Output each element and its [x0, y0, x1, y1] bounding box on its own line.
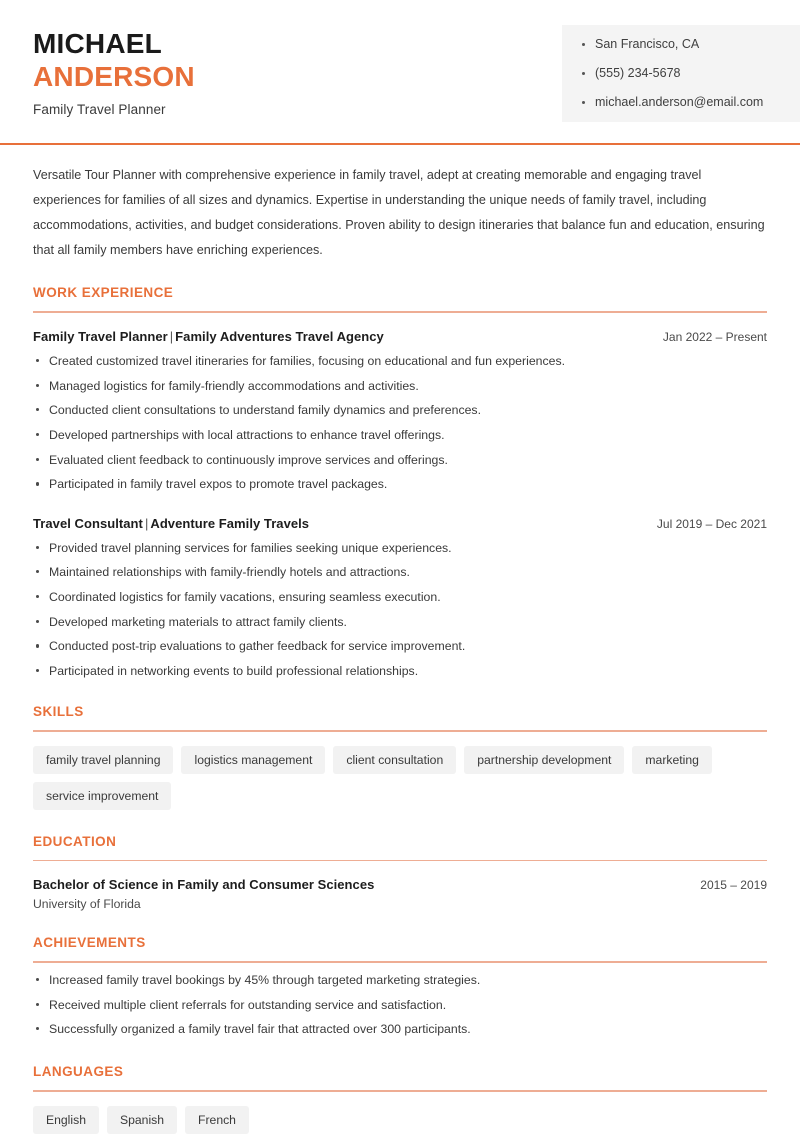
work-entry-header — [33, 329, 767, 344]
section-title-skills: SKILLS — [33, 704, 84, 720]
section-title-achievements: ACHIEVEMENTS — [33, 935, 146, 951]
section-title-education: EDUCATION — [33, 833, 117, 849]
bullet-item: Coordinated logistics for family vacations, ensuring seamless execution. — [33, 589, 767, 606]
bullet-item: Evaluated client feedback to continuously improve services and offerings. — [33, 452, 767, 469]
identity-block — [0, 25, 195, 117]
work-entry-role: Travel Consultant — [33, 515, 143, 531]
language-pill: English — [33, 1106, 99, 1134]
section-education — [33, 834, 767, 912]
bullet-item: Maintained relationships with family-friendly hotels and attractions. — [33, 564, 767, 581]
work-entry-role: Family Travel Planner — [33, 328, 168, 344]
bullet-item: Developed marketing materials to attract family clients. — [33, 614, 767, 631]
contact-list — [582, 36, 800, 111]
achievement-item: Received multiple client referrals for outstanding service and satisfaction. — [33, 997, 767, 1014]
skill-pill: logistics management — [181, 746, 325, 774]
section-title-work-experience: WORK EXPERIENCE — [33, 285, 174, 301]
education-degree: Bachelor of Science in Family and Consumer Sciences — [33, 877, 375, 893]
skill-pill: partnership development — [464, 746, 624, 774]
section-achievements — [33, 935, 767, 1038]
bullet-item: Developed partnerships with local attractions to enhance travel offerings. — [33, 427, 767, 444]
skill-pill: service improvement — [33, 782, 171, 810]
first-name: MICHAEL — [33, 28, 162, 59]
education-date: 2015 – 2019 — [700, 878, 767, 893]
work-entry-company: Family Adventures Travel Agency — [175, 328, 384, 344]
title-separator: | — [144, 515, 149, 531]
section-work-experience — [33, 285, 767, 680]
headline-job-title: Family Travel Planner — [33, 102, 166, 118]
header-divider — [0, 143, 800, 145]
work-entry-title — [33, 516, 309, 531]
contact-location-value: San Francisco, CA — [595, 37, 700, 51]
skill-pill: family travel planning — [33, 746, 173, 774]
professional-summary: Versatile Tour Planner with comprehensive experience in family travel, adept at creating memorable and engaging travel experiences for families of all sizes and dynamics. Expertise in understanding the unique needs of family travel, including accommodations, activities, and budget considerations. Proven ability to design itineraries that balance fun and education, ensuring that all family members have enriching experiences. — [33, 167, 765, 258]
achievement-item: Increased family travel bookings by 45% through targeted marketing strategies. — [33, 972, 767, 989]
education-entry-header — [33, 877, 767, 892]
last-name: ANDERSON — [33, 61, 195, 93]
work-entry-bullets — [33, 353, 767, 494]
work-entry-date: Jan 2022 – Present — [662, 329, 767, 344]
section-divider-education — [33, 860, 767, 862]
work-entry-bullets — [33, 540, 767, 681]
work-entry-header — [33, 516, 767, 531]
work-entry-date: Jul 2019 – Dec 2021 — [656, 516, 767, 531]
resume-body — [0, 163, 800, 1134]
bullet-item: Created customized travel itineraries for families, focusing on educational and fun experiences. — [33, 353, 767, 370]
resume-header — [0, 0, 800, 122]
contact-item-phone — [582, 65, 800, 82]
education-entry — [33, 877, 767, 911]
contact-email-value[interactable]: michael.anderson@email.com — [595, 94, 764, 109]
bullet-item: Managed logistics for family-friendly accommodations and activities. — [33, 378, 767, 395]
section-divider-achievements — [33, 961, 767, 963]
achievement-item: Successfully organized a family travel fair that attracted over 300 participants. — [33, 1021, 767, 1038]
bullet-item: Provided travel planning services for families seeking unique experiences. — [33, 540, 767, 557]
contact-info-box — [562, 25, 800, 122]
work-entry-title — [33, 329, 384, 344]
skill-pill: marketing — [632, 746, 712, 774]
section-divider-languages — [33, 1090, 767, 1092]
achievements-list — [33, 972, 767, 1039]
section-divider-skills — [33, 730, 767, 732]
skills-pill-list — [33, 746, 733, 810]
title-separator: | — [169, 328, 174, 344]
education-institution: University of Florida — [33, 897, 141, 912]
contact-item-email — [582, 94, 800, 111]
skill-pill: client consultation — [333, 746, 456, 774]
section-title-languages: LANGUAGES — [33, 1064, 124, 1080]
bullet-item: Conducted post-trip evaluations to gather feedback for service improvement. — [33, 638, 767, 655]
bullet-item: Conducted client consultations to understand family dynamics and preferences. — [33, 402, 767, 419]
section-languages — [33, 1064, 767, 1134]
language-pill: Spanish — [107, 1106, 177, 1134]
language-pill: French — [185, 1106, 249, 1134]
work-entry-company: Adventure Family Travels — [150, 515, 310, 531]
contact-phone-value[interactable]: (555) 234-5678 — [595, 65, 681, 80]
work-entry — [33, 516, 767, 681]
section-divider-work-experience — [33, 311, 767, 313]
work-entry — [33, 329, 767, 494]
section-skills — [33, 704, 767, 810]
bullet-item: Participated in family travel expos to promote travel packages. — [33, 476, 767, 493]
contact-item-location — [582, 36, 800, 53]
bullet-item: Participated in networking events to build professional relationships. — [33, 663, 767, 680]
